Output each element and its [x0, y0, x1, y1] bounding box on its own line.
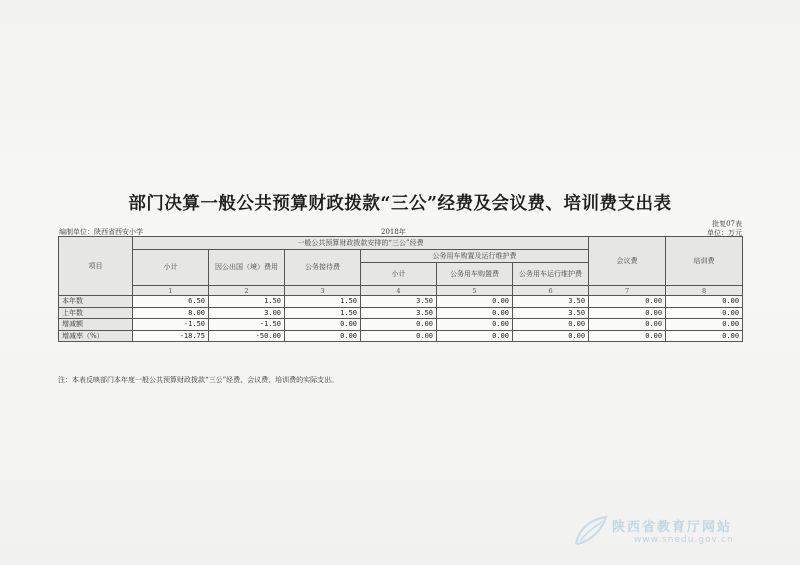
- col-index: 6: [513, 286, 589, 296]
- col-index: 8: [666, 286, 743, 296]
- cell-value: 3.00: [209, 307, 285, 319]
- cell-value: 0.00: [361, 330, 437, 342]
- table-row: [59, 296, 743, 308]
- row-label: 上年数: [59, 307, 133, 319]
- cell-value: 0.00: [589, 307, 666, 319]
- cell-value: 0.00: [666, 319, 743, 331]
- cell-value: 0.00: [361, 319, 437, 331]
- row-label: 本年数: [59, 296, 133, 308]
- table-row: [59, 330, 743, 342]
- col-index: 5: [437, 286, 513, 296]
- header-item: 项目: [59, 237, 133, 296]
- cell-value: 1.50: [285, 307, 361, 319]
- header-vehicle-group: 公务用车购置及运行维护费: [361, 250, 589, 263]
- header-index-row: [59, 286, 743, 296]
- cell-value: 3.50: [513, 307, 589, 319]
- site-watermark: [572, 511, 772, 551]
- report-year: 2018年: [381, 228, 406, 236]
- table-row: [59, 319, 743, 331]
- header-reception: 公务接待费: [285, 250, 361, 286]
- cell-value: 0.00: [666, 296, 743, 308]
- cell-value: 0.00: [666, 307, 743, 319]
- cell-value: -1.50: [209, 319, 285, 331]
- cell-value: 0.00: [589, 296, 666, 308]
- header-row-1: [59, 237, 743, 250]
- leaf-emblem-icon: [572, 513, 610, 547]
- col-index: 1: [133, 286, 209, 296]
- cell-value: 8.00: [133, 307, 209, 319]
- header-subtotal: 小计: [133, 250, 209, 286]
- col-index: 4: [361, 286, 437, 296]
- cell-value: -18.75: [133, 330, 209, 342]
- header-abroad: 因公出国（境）费用: [209, 250, 285, 286]
- col-index: 3: [285, 286, 361, 296]
- cell-value: 1.50: [285, 296, 361, 308]
- cell-value: 0.00: [437, 330, 513, 342]
- header-meeting: 会议费: [589, 237, 666, 286]
- cell-value: 0.00: [513, 330, 589, 342]
- header-training: 培训费: [666, 237, 743, 286]
- cell-value: 0.00: [513, 319, 589, 331]
- cell-value: 3.50: [361, 296, 437, 308]
- table-note: 注：本表反映部门本年度一般公共预算财政拨款“三公”经费、会议费、培训费的实际支出。: [58, 376, 339, 384]
- cell-value: 0.00: [437, 319, 513, 331]
- col-index: 7: [589, 286, 666, 296]
- row-label: 增减率（%）: [59, 330, 133, 342]
- header-vehicle-subtotal: 小计: [361, 263, 437, 286]
- watermark-url: www.snedu.gov.cn: [634, 535, 734, 545]
- cell-value: 1.50: [209, 296, 285, 308]
- expenditure-table: [58, 236, 743, 342]
- header-sangong-group: 一般公共预算财政拨款安排的“三公”经费: [133, 237, 589, 250]
- cell-value: 0.00: [437, 296, 513, 308]
- page-title: 部门决算一般公共预算财政拨款“三公”经费及会议费、培训费支出表: [128, 194, 672, 214]
- cell-value: 3.50: [361, 307, 437, 319]
- form-number: 批复07表: [712, 220, 742, 228]
- header-vehicle-operation: 公务用车运行维护费: [513, 263, 589, 286]
- cell-value: -50.00: [209, 330, 285, 342]
- cell-value: -1.50: [133, 319, 209, 331]
- cell-value: 3.50: [513, 296, 589, 308]
- reporting-unit: 编制单位：陕西省西安小学: [59, 228, 143, 236]
- header-vehicle-purchase: 公务用车购置费: [437, 263, 513, 286]
- cell-value: 0.00: [589, 330, 666, 342]
- cell-value: 0.00: [589, 319, 666, 331]
- cell-value: 6.50: [133, 296, 209, 308]
- cell-value: 0.00: [437, 307, 513, 319]
- cell-value: 0.00: [285, 319, 361, 331]
- watermark-site-name: 陕西省教育厅网站: [612, 520, 733, 535]
- cell-value: 0.00: [285, 330, 361, 342]
- row-label: 增减额: [59, 319, 133, 331]
- cell-value: 0.00: [666, 330, 743, 342]
- currency-unit: 单位：万元: [707, 229, 742, 237]
- col-index: 2: [209, 286, 285, 296]
- table-row: [59, 307, 743, 319]
